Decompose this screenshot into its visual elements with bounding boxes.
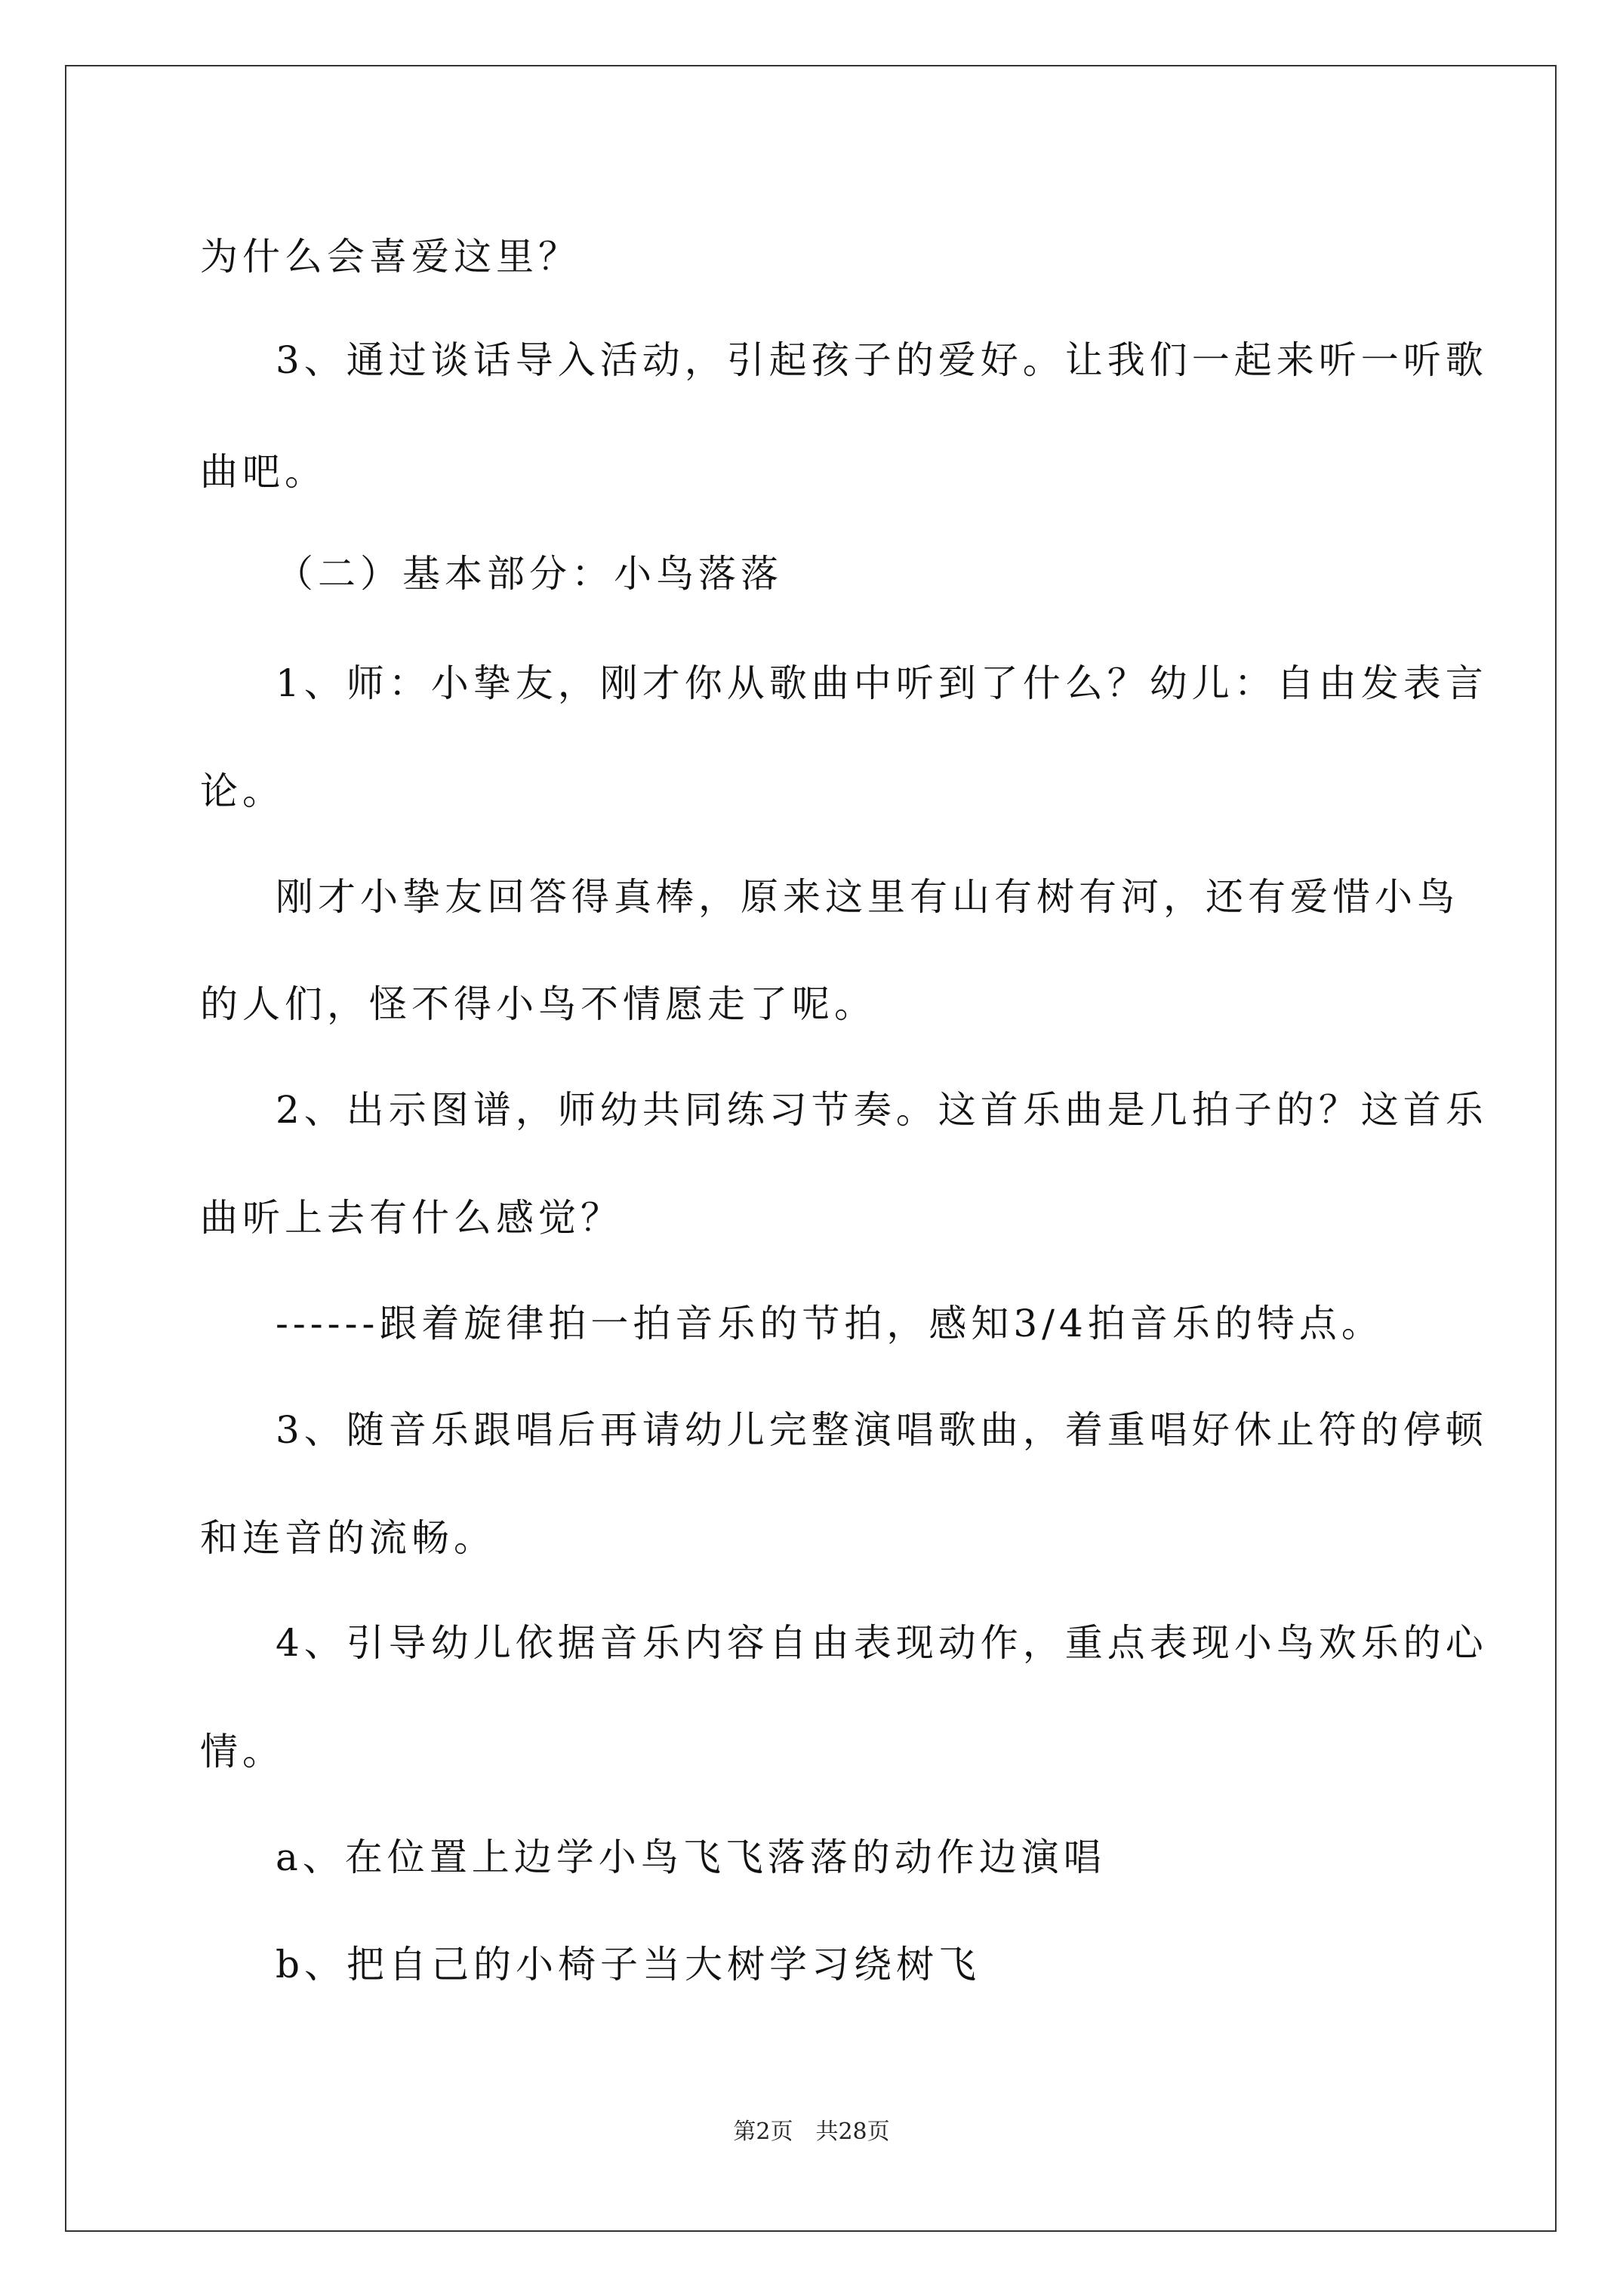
text-line: 曲吧。	[200, 450, 327, 494]
section-heading: （二）基本部分：小鸟落落	[276, 552, 783, 596]
text-line: 和连音的流畅。	[200, 1516, 496, 1560]
text-line: b、把自己的小椅子当大树学习绕树飞	[276, 1943, 981, 1986]
text-line: 情。	[200, 1730, 285, 1774]
text-line: 的人们，怪不得小鸟不情愿走了呢。	[200, 982, 876, 1026]
text-line: 曲听上去有什么感觉？	[200, 1196, 623, 1240]
text-line: 3、随音乐跟唱后再请幼儿完整演唱歌曲，着重唱好休止符的停顿	[276, 1408, 1488, 1452]
text-line: 2、出示图谱，师幼共同练习节奏。这首乐曲是几拍子的？这首乐	[276, 1088, 1488, 1132]
page-frame	[65, 65, 1557, 2232]
page-number-footer: 第2页 共28页	[733, 2119, 890, 2145]
text-line: 为什么会喜爱这里？	[200, 235, 581, 279]
text-line: 3、通过谈话导入活动，引起孩子的爱好。让我们一起来听一听歌	[276, 338, 1488, 382]
text-line: ------跟着旋律拍一拍音乐的节拍，感知3/4拍音乐的特点。	[276, 1302, 1384, 1345]
text-line: 4、引导幼儿依据音乐内容自由表现动作，重点表现小鸟欢乐的心	[276, 1621, 1488, 1665]
text-line: a、在位置上边学小鸟飞飞落落的动作边演唱	[276, 1835, 1106, 1879]
text-line: 论。	[200, 769, 285, 813]
text-line: 刚才小挚友回答得真棒，原来这里有山有树有河，还有爱惜小鸟	[276, 875, 1459, 919]
text-line: 1、师：小挚友，刚才你从歌曲中听到了什么？幼儿：自由发表言	[276, 661, 1488, 705]
